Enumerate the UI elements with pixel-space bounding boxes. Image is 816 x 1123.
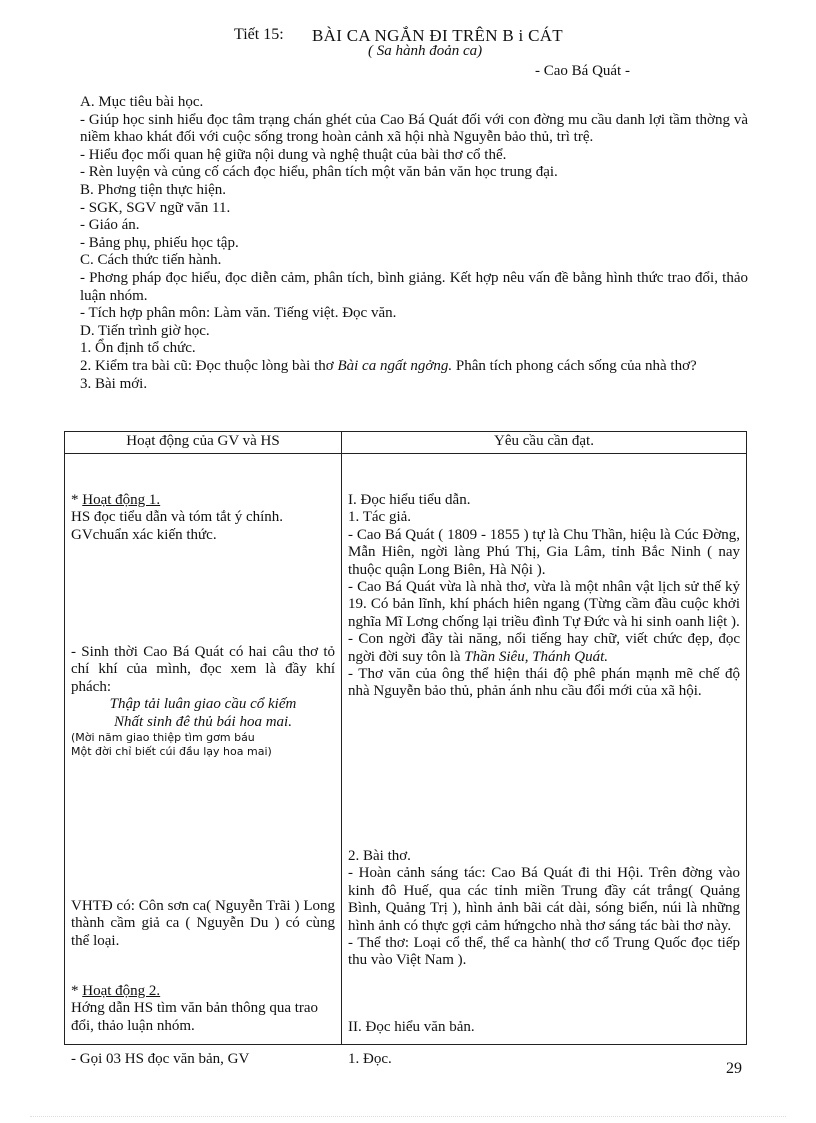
vhtd-text: VHTĐ có: Côn sơn ca( Nguyễn Trãi ) Long thành cầm giả ca ( Nguyễn Du ) có cùng thể loại. bbox=[71, 898, 335, 949]
activity-2 bbox=[71, 983, 335, 1035]
read-instruction bbox=[71, 1051, 335, 1068]
section-heading: I. Đọc hiểu tiểu dẫn. bbox=[348, 492, 471, 508]
page-title: BÀI CA NGẮN ĐI TRÊN B i CÁT bbox=[312, 26, 563, 45]
honorific-titles: Thần Siêu, Thánh Quát. bbox=[464, 648, 609, 665]
intro-line: - Giúp học sinh hiểu đọc tâm trạng chán ghét của Cao Bá Quát đối với con đờng mu cầu danh lợi tầm thờng và niềm khao khát đối với cuộc sống trong hoàn cảnh xã hội nhà Nguyễn bảo thủ, trì trệ. bbox=[80, 111, 748, 146]
intro-line: - Phơng pháp đọc hiểu, đọc diễn cảm, phân tích, bình giảng. Kết hợp nêu vấn đề bằng hình thức trao đổi, thảo luận nhóm. bbox=[80, 269, 748, 304]
paragraph: - Thể thơ: Loại cổ thể, thể ca hành( thơ cổ Trung Quốc đọc tiếp thu vào Việt Nam ). bbox=[348, 935, 740, 969]
vhtd-note bbox=[71, 898, 335, 950]
life-text: - Sinh thời Cao Bá Quát có hai câu thơ tỏ chí khí của mình, đọc xem là đầy khí phách: bbox=[71, 644, 335, 695]
activity-1 bbox=[71, 492, 335, 544]
intro-line: - Tích hợp phân môn: Làm văn. Tiếng việt. Đọc văn. bbox=[80, 305, 397, 322]
translation-line: Một đời chỉ biết cúi đầu lạy hoa mai) bbox=[71, 745, 272, 759]
intro-line: C. Cách thức tiến hành. bbox=[80, 252, 222, 269]
activity-1-label: Hoạt động 1. bbox=[82, 492, 161, 508]
bullet: * bbox=[71, 492, 83, 508]
header-requirements: Yêu cầu cần đạt. bbox=[342, 432, 747, 454]
lesson-plan-table bbox=[64, 431, 747, 1067]
translation-line: (Mời năm giao thiệp tìm gơm báu bbox=[71, 731, 255, 745]
page-number: 29 bbox=[726, 1060, 742, 1077]
activities-cell bbox=[65, 454, 342, 1067]
intro-line: 3. Bài mới. bbox=[80, 375, 148, 392]
activity-2-label: Hoạt động 2. bbox=[82, 983, 161, 999]
subtitle: ( Sa hành đoản ca) bbox=[368, 43, 483, 59]
table-header-row bbox=[65, 432, 747, 454]
intro-line: B. Phơng tiện thực hiện. bbox=[80, 181, 227, 198]
section-introduction bbox=[348, 492, 740, 701]
intro-line: A. Mục tiêu bài học. bbox=[80, 94, 204, 110]
poet-life-note bbox=[71, 644, 335, 759]
poem-line: Thập tải luân giao cầu cổ kiếm bbox=[109, 696, 297, 713]
intro-line: - Giáo án. bbox=[80, 217, 140, 234]
read-step bbox=[348, 1051, 740, 1068]
table-row bbox=[65, 454, 747, 1045]
intro-line: D. Tiến trình giờ học. bbox=[80, 322, 210, 339]
intro-line: - SGK, SGV ngữ văn 11. bbox=[80, 199, 231, 216]
intro-check bbox=[80, 358, 748, 376]
intro-check-prefix: 2. Kiểm tra bài cũ: Đọc thuộc lòng bài thơ bbox=[80, 357, 338, 374]
section-poem bbox=[348, 848, 740, 970]
intro-line: - Hiểu đọc mối quan hệ giữa nội dung và nghệ thuật của bài thơ cổ thể. bbox=[80, 146, 507, 163]
poem-title: Bài ca ngất ngởng. bbox=[337, 357, 453, 374]
intro-check-suffix: Phân tích phong cách sống của nhà thơ? bbox=[452, 357, 697, 374]
lesson-number: Tiết 15: bbox=[234, 26, 284, 43]
activity-text: GVchuẩn xác kiến thức. bbox=[71, 526, 217, 543]
sub-heading: 2. Bài thơ. bbox=[348, 848, 411, 864]
section-heading: II. Đọc hiểu văn bản. bbox=[348, 1019, 475, 1035]
author: - Cao Bá Quát - bbox=[535, 63, 630, 79]
bullet: * bbox=[71, 983, 83, 999]
paragraph: - Hoàn cảnh sáng tác: Cao Bá Quát đi thi Hội. Trên đờng vào kinh đô Huế, qua các tỉnh miền Trung đầy cát trắng( Quảng Bình, Quảng Trị ), hình ảnh bãi cát dài, sóng biển, núi là những hình ảnh có thực gợi cảm hứngcho nhà thơ sáng tác bài thơ này. bbox=[348, 865, 740, 934]
requirements-cell bbox=[342, 454, 747, 1067]
intro-line: - Bảng phụ, phiếu học tập. bbox=[80, 234, 239, 251]
paragraph bbox=[348, 631, 740, 666]
paragraph: - Thơ văn của ông thể hiện thái độ phê phán mạnh mẽ chế độ nhà Nguyễn bảo thủ, phản ánh nhu cầu đổi mới của xã hội. bbox=[348, 666, 740, 700]
header-activities: Hoạt động của GV và HS bbox=[65, 432, 342, 454]
poem-line: Nhất sinh đê thủ bái hoa mai. bbox=[114, 713, 292, 730]
paragraph: - Cao Bá Quát ( 1809 - 1855 ) tự là Chu Thần, hiệu là Cúc Đờng, Mẫn Hiên, ngời làng Phú Thị, Gia Lâm, tỉnh Bắc Ninh ( nay thuộc quận Long Biên, Hà Nội ). bbox=[348, 526, 740, 578]
footer-divider bbox=[30, 1116, 786, 1117]
section-text bbox=[348, 1019, 740, 1036]
sub-heading: 1. Đọc. bbox=[348, 1051, 392, 1067]
paragraph: - Cao Bá Quát vừa là nhà thơ, vừa là một nhân vật lịch sử thế kỷ 19. Có bản lĩnh, khí phách hiên ngang (Từng cầm đầu cuộc khởi nghĩa Mĩ Lơng chống lại triều đình Tự Đức và hi sinh oanh liệt ). bbox=[348, 579, 740, 630]
sub-heading: 1. Tác giả. bbox=[348, 509, 412, 526]
intro-line: - Rèn luyện và củng cố cách đọc hiểu, phân tích một văn bản văn học trung đại. bbox=[80, 164, 558, 181]
intro-line: 1. Ổn định tổ chức. bbox=[80, 340, 196, 357]
read-text: - Gọi 03 HS đọc văn bản, GV bbox=[71, 1051, 250, 1067]
activity-text: HS đọc tiểu dẫn và tóm tắt ý chính. bbox=[71, 509, 284, 526]
activity-text: Hớng dẫn HS tìm văn bản thông qua trao đổi, thảo luận nhóm. bbox=[71, 1000, 319, 1034]
paragraph-text: - Con ngời đầy tài năng, nổi tiếng hay chữ, viết chức đẹp, đọc ngời đời suy tôn là bbox=[348, 631, 740, 665]
lesson-intro bbox=[80, 94, 748, 393]
